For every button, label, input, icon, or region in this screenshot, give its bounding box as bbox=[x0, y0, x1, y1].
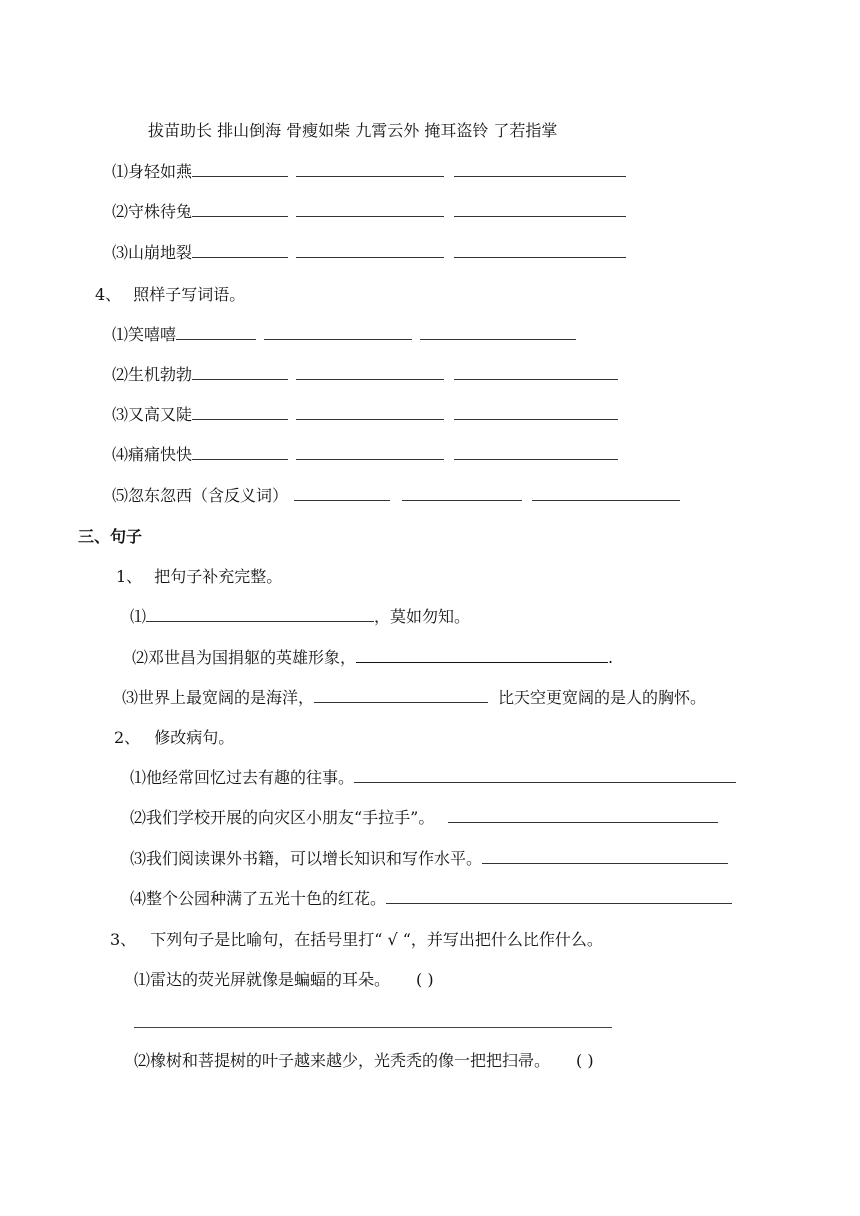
answer-blank[interactable] bbox=[192, 445, 288, 460]
list-item bbox=[112, 243, 626, 263]
sentence-item bbox=[130, 607, 470, 627]
answer-blank[interactable] bbox=[402, 486, 522, 501]
item-suffix: . bbox=[608, 648, 614, 667]
answer-blank[interactable] bbox=[296, 202, 444, 217]
item-prefix: ⑶世界上最宽阔的是海洋， bbox=[122, 688, 315, 707]
question-number: 1、 bbox=[116, 567, 143, 586]
answer-blank[interactable] bbox=[296, 405, 444, 420]
item-label: ⑴身轻如燕 bbox=[112, 162, 193, 181]
answer-blank[interactable] bbox=[296, 162, 444, 177]
question-2-heading bbox=[114, 728, 234, 748]
question-title: 照样子写词语。 bbox=[133, 285, 246, 304]
answer-blank[interactable] bbox=[314, 688, 488, 703]
item-prefix: ⑵邓世昌为国捐躯的英雄形象， bbox=[132, 648, 357, 667]
list-item bbox=[112, 325, 576, 345]
question-4-heading bbox=[95, 285, 245, 305]
answer-blank[interactable] bbox=[192, 365, 288, 380]
answer-blank[interactable] bbox=[532, 486, 680, 501]
sentence-item bbox=[130, 849, 728, 869]
sentence-item bbox=[130, 768, 736, 788]
question-1-heading bbox=[116, 567, 282, 587]
question-number: 4、 bbox=[95, 285, 122, 304]
item-text: ⑷整个公园种满了五光十色的红花。 bbox=[130, 889, 387, 908]
sentence-item bbox=[130, 889, 732, 909]
answer-blank[interactable] bbox=[454, 445, 618, 460]
question-title: 修改病句。 bbox=[154, 728, 235, 747]
item-label: ⑶又高又陡 bbox=[112, 405, 193, 424]
answer-blank[interactable] bbox=[296, 365, 444, 380]
sentence-item bbox=[134, 970, 434, 990]
sentence-item bbox=[130, 808, 718, 828]
list-item bbox=[112, 365, 618, 385]
answer-blank[interactable] bbox=[454, 202, 626, 217]
answer-blank[interactable] bbox=[356, 648, 608, 663]
item-label: ⑴笑嘻嘻 bbox=[112, 325, 177, 344]
answer-parentheses[interactable]: ( ) bbox=[416, 970, 434, 989]
item-text: ⑴雷达的荧光屏就像是蝙蝠的耳朵。 bbox=[134, 970, 391, 989]
list-item bbox=[112, 202, 626, 222]
item-text: ⑶我们阅读课外书籍，可以增长知识和写作水平。 bbox=[130, 849, 483, 868]
item-suffix: ，莫如勿知。 bbox=[374, 607, 471, 626]
answer-blank[interactable] bbox=[448, 808, 718, 823]
item-label: ⑶山崩地裂 bbox=[112, 243, 193, 262]
answer-parentheses[interactable]: ( ) bbox=[576, 1051, 594, 1070]
answer-blank[interactable] bbox=[454, 365, 618, 380]
answer-blank[interactable] bbox=[146, 607, 374, 622]
answer-blank[interactable] bbox=[454, 405, 618, 420]
question-title: 下列句子是比喻句，在括号里打“ √ “，并写出把什么比作什么。 bbox=[150, 930, 603, 949]
section-heading: 三、句子 bbox=[78, 527, 143, 546]
item-text: ⑴他经常回忆过去有趣的往事。 bbox=[130, 768, 355, 787]
answer-blank[interactable] bbox=[482, 849, 728, 864]
item-label: ⑷痛痛快快 bbox=[112, 445, 193, 464]
answer-blank[interactable] bbox=[354, 768, 736, 783]
item-label: ⑸忽东忽西（含反义词） bbox=[112, 486, 289, 505]
item-text: ⑵我们学校开展的向灾区小朋友“手拉手”。 bbox=[130, 808, 435, 827]
item-suffix: 比天空更宽阔的是人的胸怀。 bbox=[498, 688, 707, 707]
sentence-item bbox=[122, 688, 706, 708]
idiom-word-bank: 拔苗助长 排山倒海 骨瘦如柴 九霄云外 掩耳盗铃 了若指掌 bbox=[148, 121, 558, 140]
answer-blank[interactable] bbox=[192, 243, 288, 258]
answer-blank[interactable] bbox=[454, 162, 626, 177]
answer-blank[interactable] bbox=[386, 889, 732, 904]
sentence-item bbox=[134, 1051, 594, 1071]
item-label: ⑵守株待兔 bbox=[112, 202, 193, 221]
list-item bbox=[112, 405, 618, 425]
item-prefix: ⑴ bbox=[130, 607, 147, 626]
question-number: 3、 bbox=[110, 930, 137, 949]
answer-blank[interactable] bbox=[192, 202, 288, 217]
item-label: ⑵生机勃勃 bbox=[112, 365, 193, 384]
answer-blank[interactable] bbox=[454, 243, 626, 258]
sentence-item bbox=[132, 648, 613, 668]
question-title: 把句子补充完整。 bbox=[154, 567, 283, 586]
answer-blank[interactable] bbox=[176, 325, 256, 340]
answer-blank[interactable] bbox=[296, 445, 444, 460]
answer-blank[interactable] bbox=[192, 162, 288, 177]
answer-blank[interactable] bbox=[296, 243, 444, 258]
list-item bbox=[112, 445, 618, 465]
list-item bbox=[112, 486, 680, 506]
question-number: 2、 bbox=[114, 728, 141, 747]
answer-blank[interactable] bbox=[420, 325, 576, 340]
answer-blank[interactable] bbox=[264, 325, 412, 340]
list-item bbox=[112, 162, 626, 182]
item-text: ⑵橡树和菩提树的叶子越来越少，光秃秃的像一把把扫帚。 bbox=[134, 1051, 551, 1070]
answer-line[interactable] bbox=[134, 1027, 612, 1028]
answer-blank[interactable] bbox=[294, 486, 390, 501]
question-3-heading bbox=[110, 930, 603, 950]
answer-blank[interactable] bbox=[192, 405, 288, 420]
